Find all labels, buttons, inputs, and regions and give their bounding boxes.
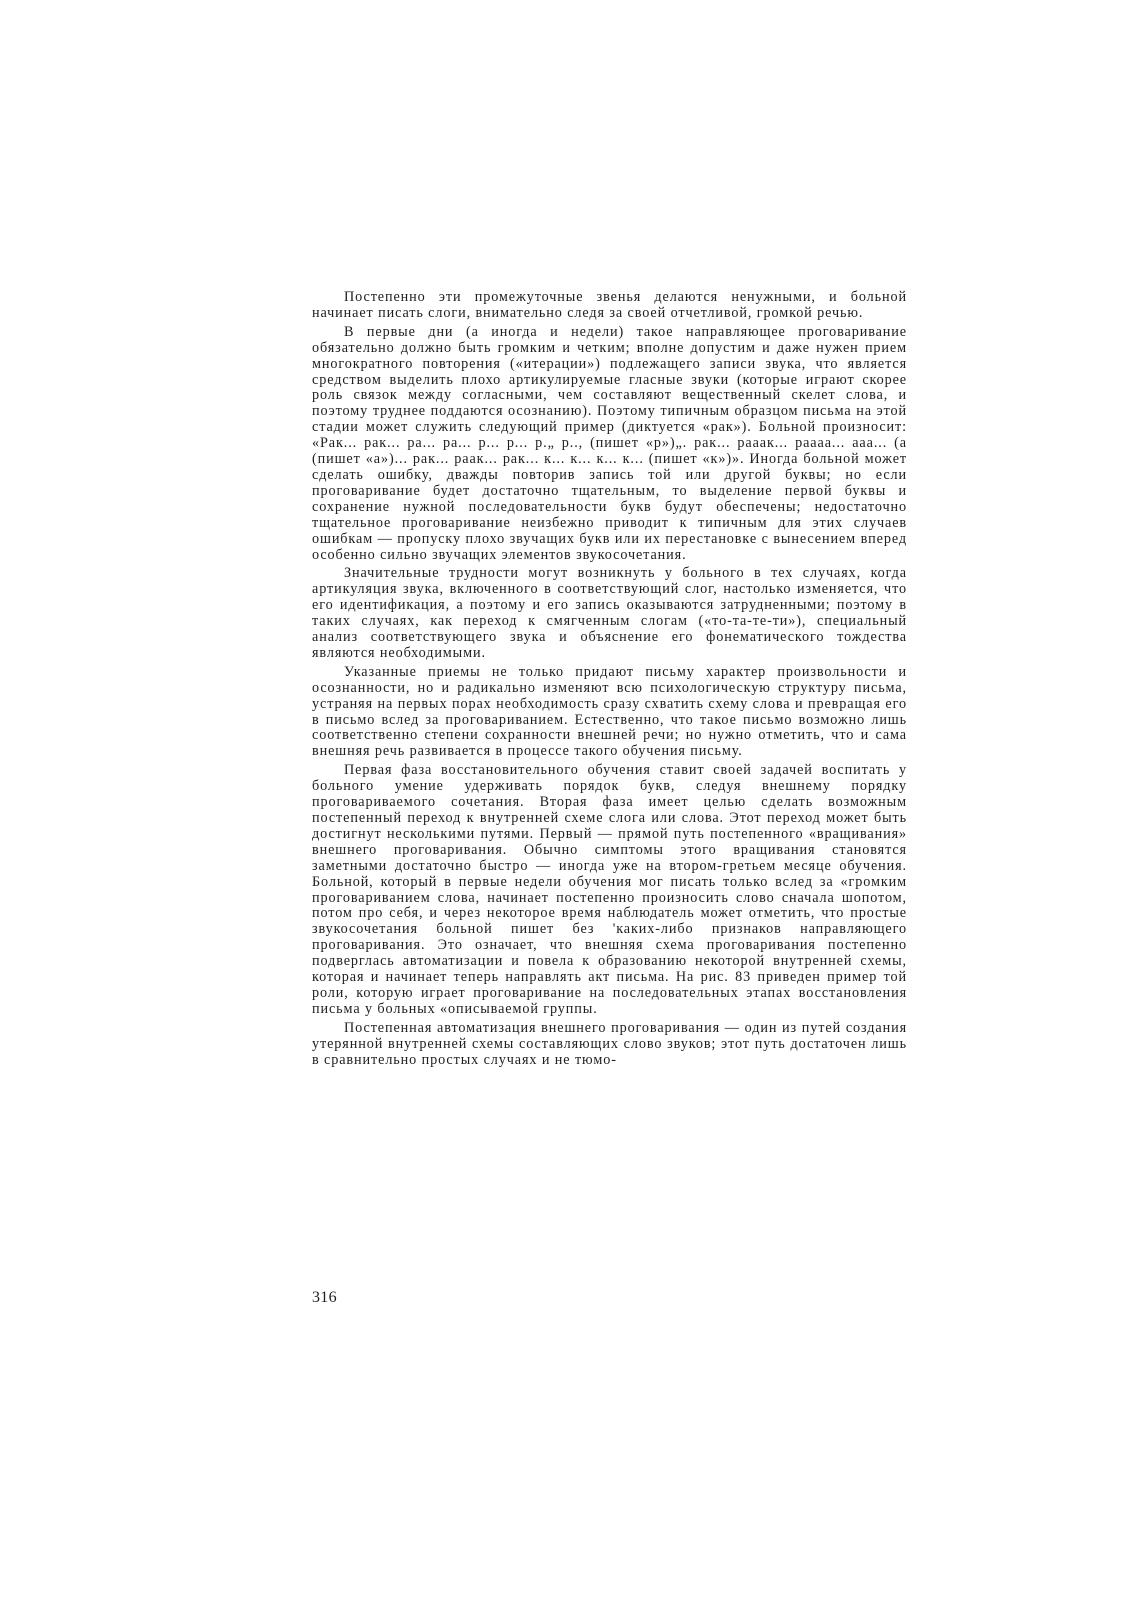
paragraph-2: В первые дни (а иногда и недели) такое направляющее проговаривание обязательно должно быть громким и четким; вполне допустим и даже нужен прием многократного повторения («итерации») подлежащего записи звука, что является средством выделить плохо артикулируемые гласные звуки (которые играют скорее роль связок между согласными, чем составляют вещественный скелет слова, и поэтому труднее поддаются осознанию). Поэтому типичным образцом письма на этой стадии может служить следующий пример (диктуется «рак»). Больной произносит: «Рак... рак... ра... ра... р... р... р.„ р.., (пишет «р»)„. рак... рааак... раааа... ааа... (а (пишет «а»)... рак... раак... рак... к... к... к... к... (пишет «к»)». Иногда больной может сделать ошибку, дважды повторив запись той или другой буквы; но если проговаривание будет достаточно тщательным, то выделение первой буквы и сохранение нужной последовательности букв будут обеспечены; недостаточно тщательное проговаривание неизбежно приводит к типичным для этих случаев ошибкам — пропуску плохо звучащих букв или их перестановке с вынесением вперед особенно сильно звучащих элементов звукосочетания. (312, 323, 907, 563)
paragraph-6: Постепенная автоматизация внешнего проговаривания — один из путей создания утерянной внутренней схемы составляющих слово звуков; этот путь достаточен лишь в сравнительно простых случаях и не тюмо- (312, 1019, 907, 1068)
paragraph-4: Указанные приемы не только придают письму характер произвольности и осознанности, но и радикально изменяют всю психологическую структуру письма, устраняя на первых порах необходимость сразу схватить схему слова и превращая его в письмо вслед за проговариванием. Естественно, что такое письмо возможно лишь соответственно степени сохранности внешней речи; но нужно отметить, что и сама внешняя речь развивается в процессе такого обучения письму. (312, 663, 907, 760)
page-number: 316 (312, 1289, 337, 1306)
page-text-block (312, 290, 907, 1069)
paragraph-1: Постепенно эти промежуточные звенья делаются ненужными, и больной начинает писать слоги, внимательно следя за своей отчетливой, громкой речью. (312, 289, 907, 321)
paragraph-5: Первая фаза восстановительного обучения ставит своей задачей воспитать у больного умение удерживать порядок букв, следуя внешнему порядку проговариваемого сочетания. Вторая фаза имеет целью сделать возможным постепенный переход к внутренней схеме слога или слова. Этот переход может быть достигнут несколькими путями. Первый — прямой путь постепенного «вращивания» внешнего проговаривания. Обычно симптомы этого вращивания становятся заметными достаточно быстро — иногда уже на втором-гретьем месяце обучения. Больной, который в первые недели обучения мог писать только вслед за «громким проговариванием слова, начинает постепенно произносить слово сначала шопотом, потом про себя, и через некоторое время наблюдатель может отметить, что простые звукосочетания больной пишет без 'каких-либо признаков направляющего проговаривания. Это означает, что внешняя схема проговаривания постепенно подверглась автоматизации и повела к образованию некоторой внутренней схемы, которая и начинает теперь направлять акт письма. На рис. 83 приведен пример той роли, которую играет проговаривание на последовательных этапах восстановления письма у больных «описываемой группы. (312, 762, 907, 1017)
paragraph-3: Значительные трудности могут возникнуть у больного в тех случаях, когда артикуляция звука, включенного в соответствующий слог, настолько изменяется, что его идентификация, а поэтому и его запись оказываются затрудненными; поэтому в таких случаях, как переход к смягченным слогам («то-та-те-ти»), специальный анализ соответствующего звука и объяснение его фонематического тождества являются необходимыми. (312, 565, 907, 661)
